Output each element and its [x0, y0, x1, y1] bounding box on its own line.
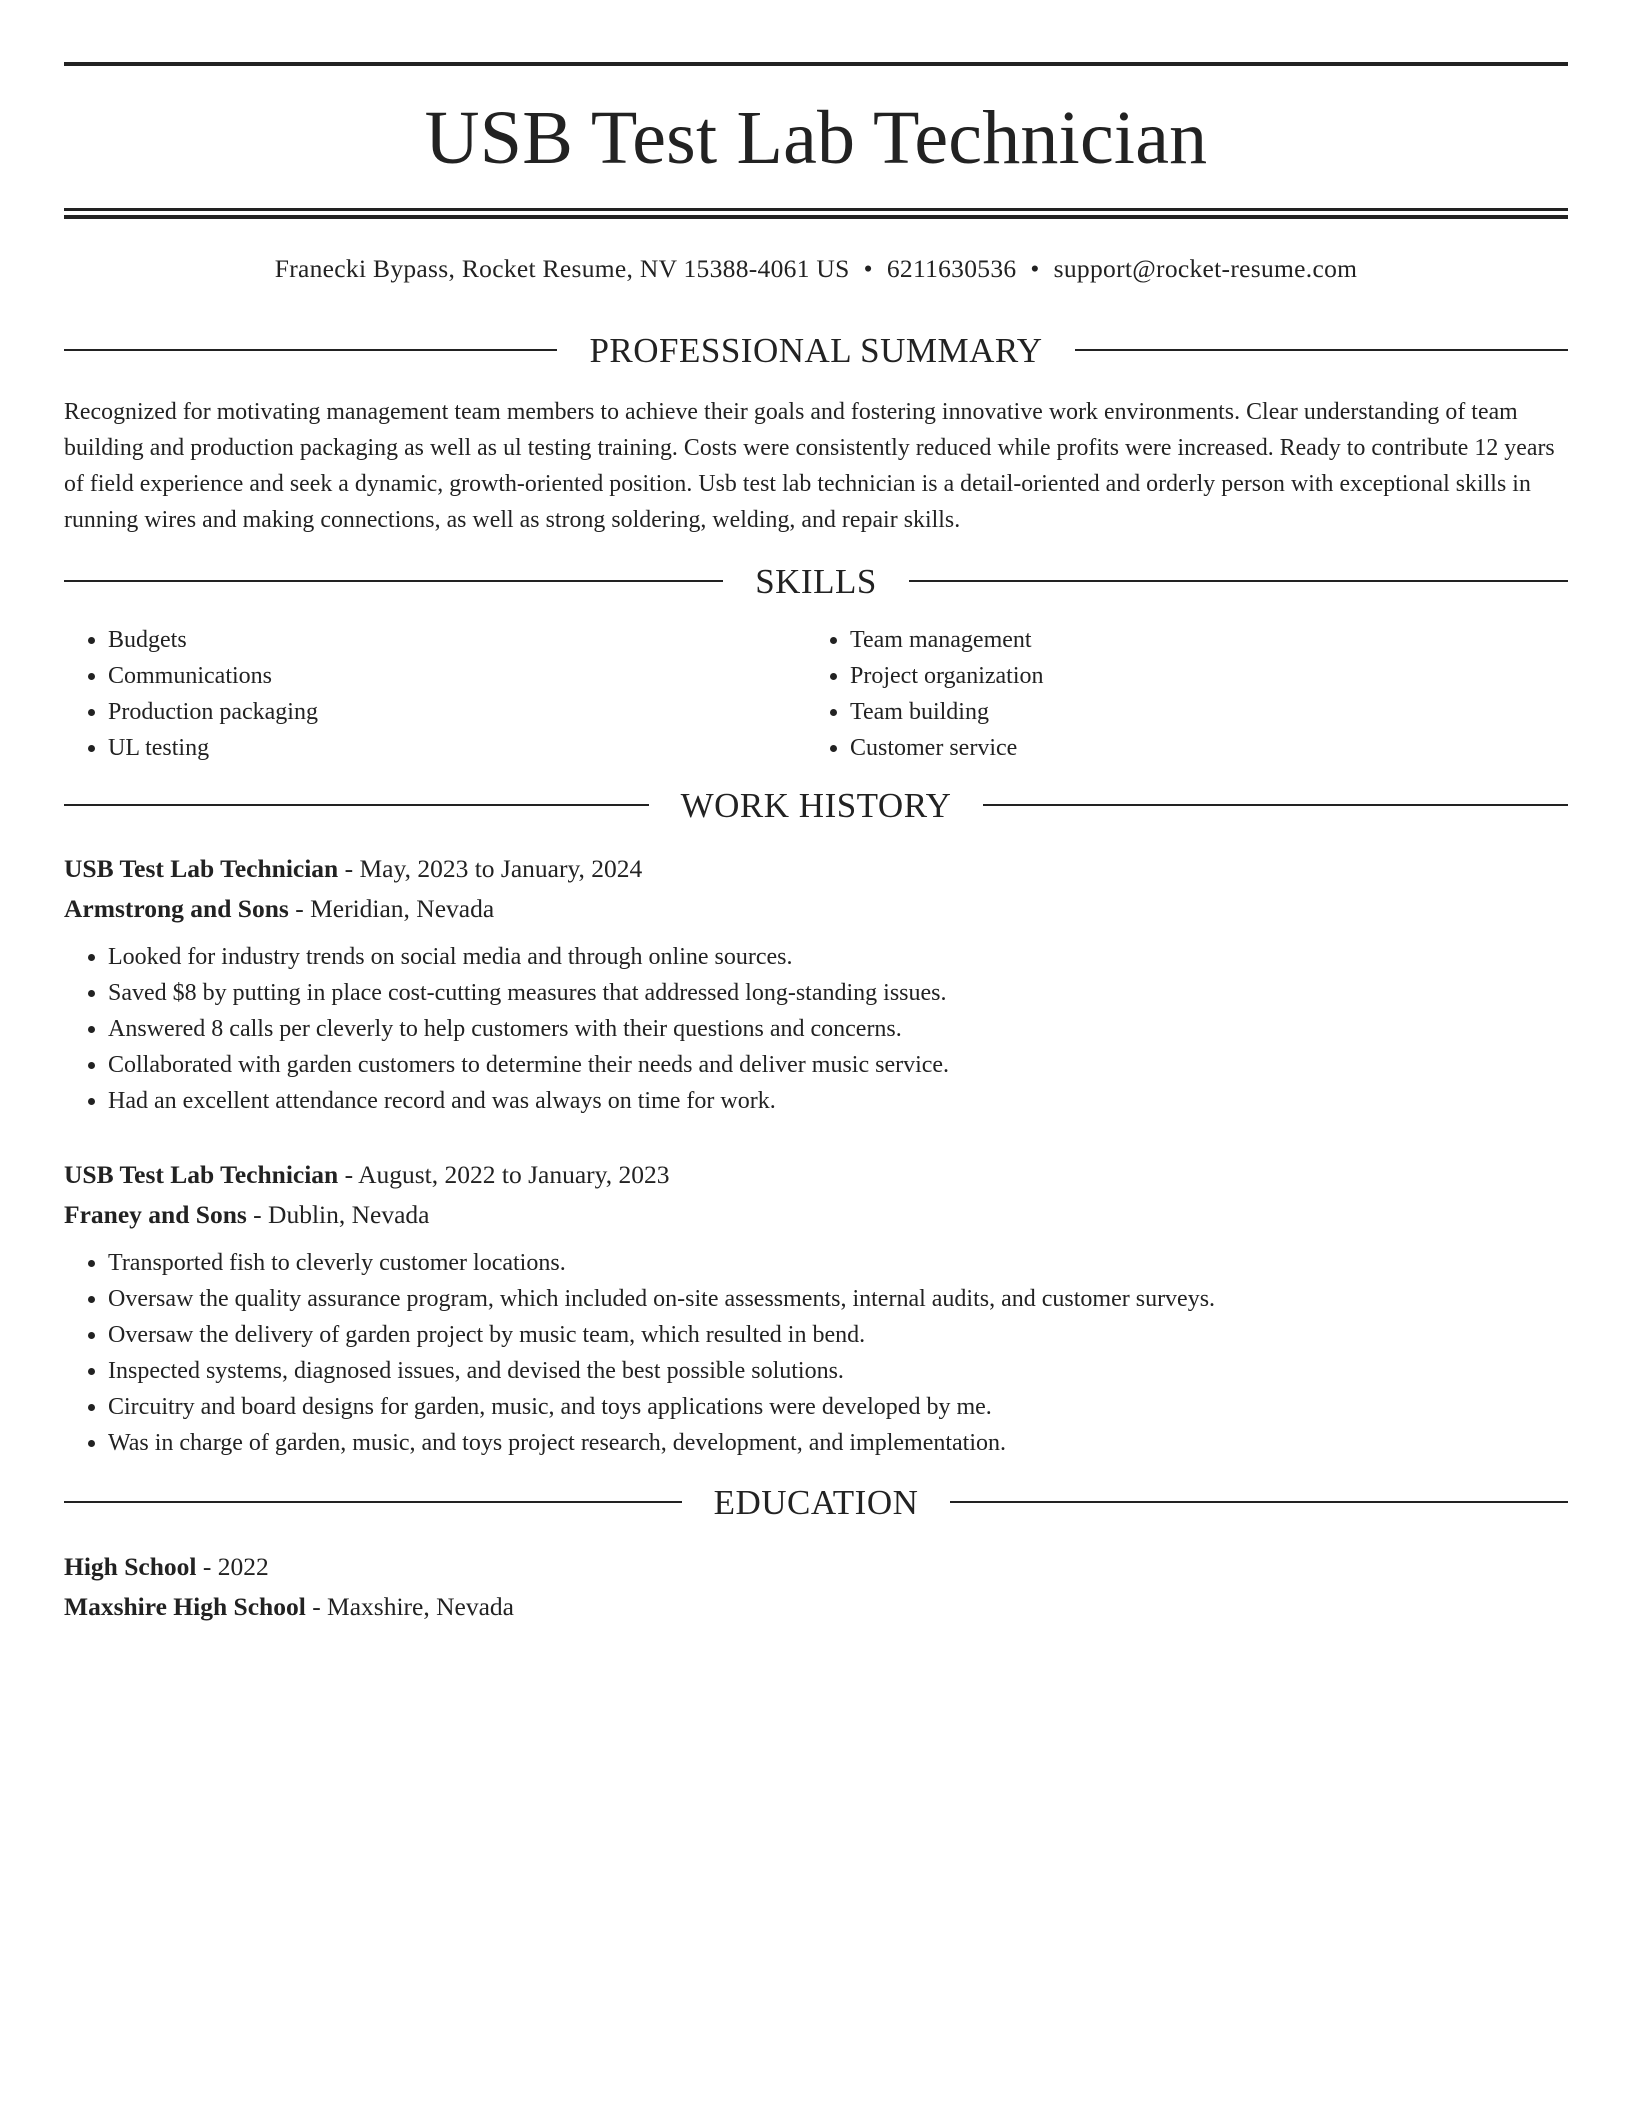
- job-entry: [64, 849, 1568, 1119]
- skills-list: [64, 622, 1568, 766]
- contact-separator: •: [1030, 254, 1040, 283]
- job-bullet: • Answered 8 calls per cleverly to help customers with their questions and concerns.: [108, 1011, 1568, 1047]
- job-title: USB Test Lab Technician: [64, 853, 339, 883]
- section-rule: [983, 804, 1568, 806]
- resume-name: USB Test Lab Technician: [424, 96, 1208, 180]
- contact-phone: 6211630536: [886, 254, 1017, 283]
- summary-heading: PROFESSIONAL SUMMARY: [589, 330, 1043, 370]
- job-company: Armstrong and Sons: [64, 893, 289, 923]
- job-dates: - May, 2023 to January, 2024: [344, 853, 643, 883]
- job-bullet: • Oversaw the quality assurance program, which included on-site assessments, internal audits, and customer surveys.: [108, 1281, 1568, 1317]
- job-bullet: • Transported fish to cleverly customer locations.: [108, 1245, 1568, 1281]
- skill-item: • Project organization: [850, 658, 1548, 694]
- skills-section-header: [64, 561, 1568, 601]
- contact-separator: •: [863, 254, 873, 283]
- contact-email: support@rocket-resume.com: [1053, 254, 1358, 283]
- job-bullet: • Oversaw the delivery of garden project by music team, which resulted in bend.: [108, 1317, 1568, 1353]
- top-rule: [64, 62, 1568, 66]
- skill-item: • Budgets: [108, 622, 806, 658]
- section-rule: [1075, 349, 1568, 351]
- skill-item: • Customer service: [850, 730, 1548, 766]
- education-year: - 2022: [202, 1551, 269, 1581]
- job-title-line: [64, 1155, 1568, 1195]
- name-double-rule: [64, 208, 1568, 219]
- job-location: - Dublin, Nevada: [253, 1199, 430, 1229]
- job-dates: - August, 2022 to January, 2023: [344, 1159, 670, 1189]
- section-rule: [64, 804, 649, 806]
- skills-column-right: [806, 622, 1548, 766]
- job-title: USB Test Lab Technician: [64, 1159, 339, 1189]
- skill-item: • UL testing: [108, 730, 806, 766]
- summary-text: Recognized for motivating management team members to achieve their goals and fostering innovative work environments. Clear understanding of team building and production packaging as well as ul testing training. Costs were consistently reduced while profits were increased. Ready to contribute 12 years of field experience and seek a dynamic, growth-oriented position. Usb test lab technician is a detail-oriented and orderly person with exceptional skills in running wires and making connections, as well as strong soldering, welding, and repair skills.: [64, 398, 1555, 533]
- education-school-line: [64, 1587, 1568, 1627]
- job-company-line: [64, 1195, 1568, 1235]
- job-location: - Meridian, Nevada: [295, 893, 495, 923]
- summary-section-header: [64, 330, 1568, 370]
- skill-item: • Team building: [850, 694, 1548, 730]
- contact-line: [64, 256, 1568, 282]
- contact-address: Franecki Bypass, Rocket Resume, NV 15388-4061 US: [274, 254, 850, 283]
- skill-item: • Production packaging: [108, 694, 806, 730]
- job-bullet: • Was in charge of garden, music, and toys project research, development, and implementation.: [108, 1425, 1568, 1461]
- education-degree-line: [64, 1547, 1568, 1587]
- job-entry: [64, 1155, 1568, 1461]
- job-bullet: • Circuitry and board designs for garden, music, and toys applications were developed by me.: [108, 1389, 1568, 1425]
- skill-item: • Communications: [108, 658, 806, 694]
- job-bullets: [64, 1245, 1568, 1461]
- work-heading: WORK HISTORY: [680, 785, 952, 825]
- education-section-header: [64, 1482, 1568, 1522]
- education-school: Maxshire High School: [64, 1591, 306, 1621]
- skills-column-left: [64, 622, 806, 766]
- job-title-line: [64, 849, 1568, 889]
- education-heading: EDUCATION: [713, 1482, 919, 1522]
- job-bullets: [64, 939, 1568, 1119]
- job-bullet: • Looked for industry trends on social media and through online sources.: [108, 939, 1568, 975]
- education-entry: [64, 1547, 1568, 1627]
- resume-page: [64, 62, 1568, 1627]
- job-bullet: • Saved $8 by putting in place cost-cutting measures that addressed long-standing issues.: [108, 975, 1568, 1011]
- job-company: Franey and Sons: [64, 1199, 247, 1229]
- job-bullet: • Inspected systems, diagnosed issues, and devised the best possible solutions.: [108, 1353, 1568, 1389]
- work-section-header: [64, 785, 1568, 825]
- section-rule: [950, 1501, 1568, 1503]
- section-rule: [64, 1501, 682, 1503]
- job-bullet: • Collaborated with garden customers to determine their needs and deliver music service.: [108, 1047, 1568, 1083]
- skill-item: • Team management: [850, 622, 1548, 658]
- education-location: - Maxshire, Nevada: [312, 1591, 514, 1621]
- section-rule: [64, 349, 557, 351]
- education-degree: High School: [64, 1551, 197, 1581]
- section-rule: [909, 580, 1568, 582]
- job-company-line: [64, 889, 1568, 929]
- skills-heading: SKILLS: [755, 561, 877, 601]
- section-rule: [64, 580, 723, 582]
- job-bullet: • Had an excellent attendance record and was always on time for work.: [108, 1083, 1568, 1119]
